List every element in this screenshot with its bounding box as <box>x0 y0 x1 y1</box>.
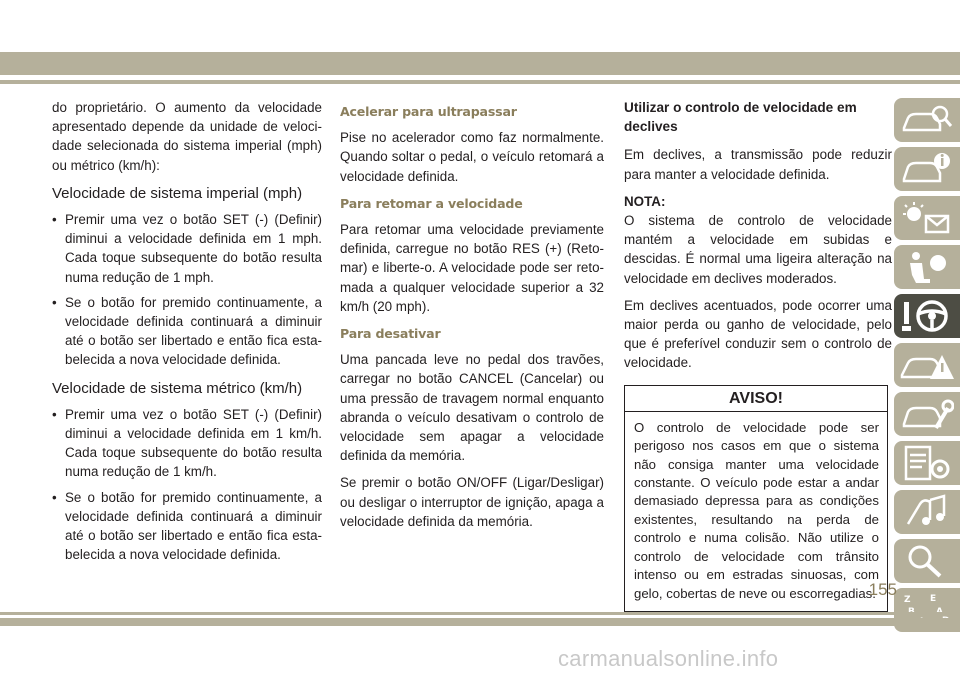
tab-airbag-seat[interactable] <box>894 245 960 289</box>
tab-steering-wheel-active[interactable] <box>894 294 960 338</box>
deactivate-heading: Para desativar <box>340 326 441 342</box>
metric-list <box>52 405 322 565</box>
warning-title: AVISO! <box>625 386 887 412</box>
imperial-heading: Velocidade de sistema imperial (mph) <box>52 184 303 202</box>
svg-text:Z: Z <box>904 595 911 605</box>
list-item: • Se o botão for premido continuamente, a velocidade definida continuará a diminuir até o botão ser libertado e então fica estabelecida a nova velocidade definida. <box>52 488 322 565</box>
resume-heading: Para retomar a velocidade <box>340 195 523 211</box>
resume-paragraph: Para retomar uma velocidade previamente definida, carregue no botão RES (+) (Retomar) e liberte-o. A velocidade pode ser retomada a qualquer velocidade superior a 32 km/h (20 mph). <box>340 222 604 314</box>
accelerate-heading: Acelerar para ultrapassar <box>340 104 517 119</box>
steep-slopes-paragraph: Em declives acentuados, pode ocorrer uma maior perda ou ganho de velocidade, pelo que é preferível conduzir sem o controlo de velocidade. <box>624 297 892 371</box>
accelerate-paragraph: Pise no acelerador como faz normalmente. Quando soltar o pedal, o veículo retomará a velocidade definida. <box>340 130 604 184</box>
top-decorative-line <box>0 80 960 84</box>
note-label: NOTA: <box>624 193 666 209</box>
tab-car-wrench[interactable] <box>894 392 960 436</box>
top-decorative-band <box>0 52 960 75</box>
chapter-tabs <box>894 98 960 637</box>
multimedia-music-icon <box>900 494 954 530</box>
warning-lights-message-icon <box>900 200 954 236</box>
list-item: • Premir uma vez o botão SET (-) (Definir) diminui a velocidade definida em 1 km/h. Cada toque subsequente do botão resulta numa redução de 1 km/h. <box>52 405 322 482</box>
tab-maintenance-list[interactable] <box>894 441 960 485</box>
svg-text:E: E <box>930 594 937 604</box>
list-item: • Premir uma vez o botão SET (-) (Definir) diminui a velocidade definida em 1 mph. Cada toque subsequente do botão resulta numa redução de 1 mph. <box>52 210 322 287</box>
airbag-seat-icon <box>900 249 954 285</box>
column-middle <box>340 98 604 539</box>
slopes-heading: Utilizar o controlo de velocidade em declives <box>624 100 857 135</box>
car-magnifier-icon <box>900 102 954 138</box>
note-block <box>624 192 892 288</box>
car-info-icon <box>900 151 954 187</box>
list-item: • Se o botão for premido continuamente, a velocidade definida continuará a diminuir até o botão ser libertado e então fica estabelecida a nova velocidade definida. <box>52 293 322 370</box>
steering-wheel-icon <box>900 298 954 334</box>
bottom-decorative-band <box>0 618 960 626</box>
imperial-list <box>52 210 322 370</box>
tab-search[interactable] <box>894 539 960 583</box>
tab-car-magnifier[interactable] <box>894 98 960 142</box>
intro-paragraph: do proprietário. O aumento da velocidade apresentado depende da unidade de velocidade selecionada do sistema imperial (mph) ou métrico (km/h): <box>52 100 322 173</box>
car-road-warning-icon <box>900 347 954 383</box>
warning-box <box>624 385 888 612</box>
search-icon <box>900 543 954 579</box>
car-wrench-icon <box>900 396 954 432</box>
deactivate-paragraph-1: Uma pancada leve no pedal dos travões, carregar no botão CANCEL (Cancelar) ou uma pressão de travagem normal enquanto abranda o veículo desativam o controlo de velocidade sem apagar a velocidade definida da memória. <box>340 352 604 464</box>
warning-text: O controlo de velocidade pode ser perigoso nos casos em que o sistema não consiga manter uma velocidade constante. O veículo pode estar a andar demasiado depressa para as condições existentes, resultando na perda de controlo e numa colisão. Não utilize o controlo de velocidade com trânsito intenso ou em estradas sinuosas, com gelo, cobertas de neve ou escorregadias. <box>634 419 879 601</box>
slopes-paragraph: Em declives, a transmissão pode reduzir para manter a velocidade definida. <box>624 147 892 182</box>
tab-car-info[interactable] <box>894 147 960 191</box>
tab-multimedia[interactable] <box>894 490 960 534</box>
tab-car-road-warning[interactable] <box>894 343 960 387</box>
metric-heading: Velocidade de sistema métrico (km/h) <box>52 379 303 397</box>
column-right <box>624 98 892 612</box>
page-number: 155 <box>868 580 897 599</box>
tab-warning-lights[interactable] <box>894 196 960 240</box>
watermark: carmanualsonline.info <box>558 646 779 671</box>
maintenance-list-icon <box>900 445 954 481</box>
column-left <box>52 98 322 570</box>
deactivate-paragraph-2: Se premir o botão ON/OFF (Ligar/Desligar) ou desligar o interruptor de ignição, apaga a velocidade definida da memória. <box>340 475 604 529</box>
bottom-decorative-line <box>0 612 960 615</box>
note-text: O sistema de controlo de velocidade mantém a velocidade em subidas e descidas. É normal uma ligeira alteração na velocidade em declives moderados. <box>624 213 892 286</box>
